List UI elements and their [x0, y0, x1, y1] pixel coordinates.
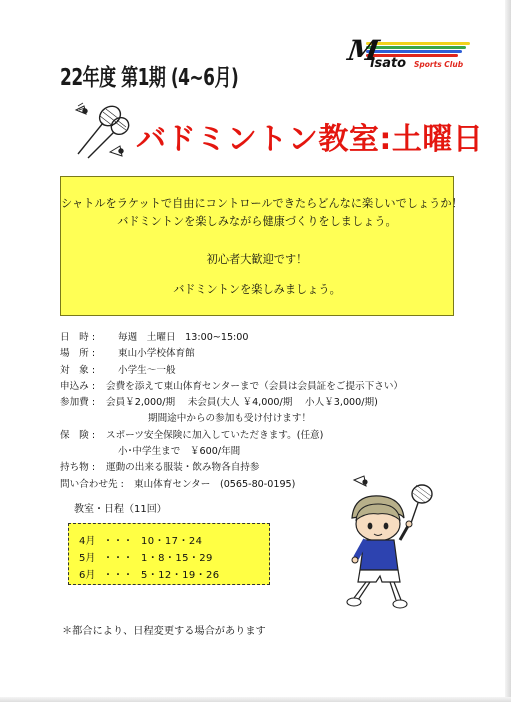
paper-edge-right [505, 0, 511, 702]
intro-line-1: シャトルをラケットで自由にコントロールできたらどんなに楽しいでしょうか！ [61, 197, 463, 210]
enjoy-text: バドミントンを楽しみましょう。 [173, 283, 341, 296]
welcome-text: 初心者大歓迎です！ [206, 253, 308, 266]
datetime-label: 日 時 : [60, 332, 96, 343]
kid-badminton-illustration [330, 474, 450, 614]
insurance-label: 保 険 : [60, 429, 96, 441]
schedule-change-note: ＊都合により、日程変更する場合があります [62, 626, 266, 637]
intro-box [60, 176, 463, 316]
shuttlecock-icon [354, 476, 368, 486]
apply-value: 会費を添えて東山体育センターまで（会員は会員証をご提示下さい） [106, 380, 404, 392]
logo-stripe-blue [366, 50, 462, 53]
bring-label: 持ち物 : [60, 462, 96, 474]
apply-label: 申込み : [60, 380, 96, 392]
schedule-dots: ・・・ [103, 553, 133, 564]
target-value: 小学生～一般 [118, 364, 176, 376]
place-label: 場 所 : [60, 348, 96, 360]
intro-line-2: バドミントンを楽しみながら健康づくりをしましょう。 [117, 215, 397, 228]
schedule-dots: ・・・ [103, 536, 133, 547]
logo-stripe-yellow [366, 42, 470, 45]
schedule-month: 6月 [79, 570, 96, 581]
datetime-value: 毎週 土曜日 13:00~15:00 [118, 332, 249, 343]
insurance-note: 小･中学生まで ￥600/年間 [118, 446, 241, 458]
schedule-dots: ・・・ [103, 570, 133, 581]
schedule-month: 5月 [79, 553, 96, 564]
bring-value: 運動の出来る服装・飲み物各自持参 [106, 462, 260, 474]
misato-sports-club-logo [345, 34, 478, 78]
schedule-box [68, 523, 270, 585]
term-heading: 22年度 第1期 (4~6月) [60, 64, 239, 92]
fee-value: 会員￥2,000/期 未会員(大人 ￥4,000/期 小人￥3,000/期) [106, 397, 378, 409]
logo-name: isato [370, 56, 407, 71]
schedule-title: 教室・日程（11回） [74, 504, 167, 515]
logo-stripes [366, 42, 470, 56]
page-title: バドミントン教室:土曜日 [136, 122, 484, 157]
paper-edge-bottom [0, 697, 511, 702]
logo-stripe-green [366, 46, 466, 49]
logo-club: Sports Club [414, 60, 464, 69]
schedule-dates: 5・12・19・26 [141, 570, 220, 581]
target-label: 対 象 : [60, 364, 96, 376]
place-value: 東山小学校体育館 [118, 348, 195, 360]
logo-letter: M [345, 34, 382, 67]
schedule-dates: 10・17・24 [141, 536, 203, 547]
fee-label: 参加費 : [60, 397, 96, 409]
schedule-month: 4月 [79, 536, 96, 547]
contact-value: 東山体育センター (0565-80-0195) [134, 478, 296, 490]
schedule-dates: 1・8・15・29 [141, 553, 213, 564]
fee-note: 期間途中からの参加も受け付けます！ [148, 413, 312, 425]
insurance-value: スポーツ安全保険に加入していただきます。(任意) [106, 429, 324, 441]
contact-label: 問い合わせ先 : [60, 478, 124, 490]
badminton-rackets-icon [70, 100, 130, 162]
